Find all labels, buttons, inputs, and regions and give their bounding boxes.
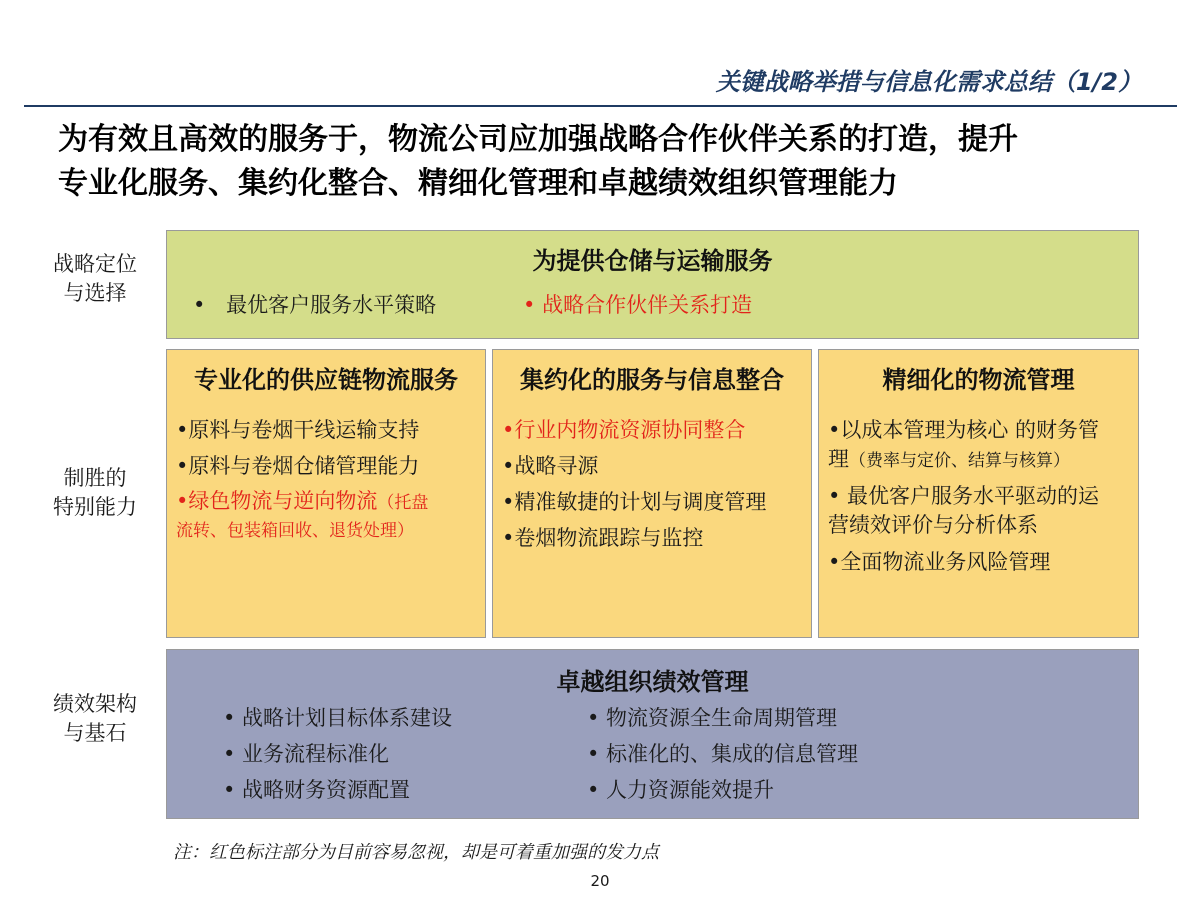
list-item: •精准敏捷的计划与调度管理	[502, 490, 767, 514]
list-item: •战略寻源	[502, 454, 599, 478]
list-item: • 战略财务资源配置	[223, 778, 411, 802]
list-item: • 最优客户服务水平驱动的运	[828, 484, 1100, 508]
capability-box-specialized	[166, 349, 486, 638]
list-item-continued: 营绩效评价与分析体系	[828, 513, 1038, 537]
list-item-highlight-note: 流转、包装箱回收、退货处理）	[176, 521, 414, 541]
row-label-strategy: 战略定位 与选择	[53, 252, 137, 305]
row-label-foundation: 绩效架构 与基石	[53, 692, 137, 745]
headline	[58, 118, 1158, 206]
row-label-capability: 制胜的 特别能力	[53, 466, 137, 519]
capability-box-refined	[818, 349, 1139, 638]
header-title: 关键战略举措与信息化需求总结（1/2）	[715, 68, 1142, 96]
list-item: •卷烟物流跟踪与监控	[502, 526, 704, 550]
header-divider	[24, 105, 1177, 107]
headline-line-2: 专业化服务、集约化整合、精细化管理和卓越绩效组织管理能力	[58, 166, 898, 201]
capability-item-list	[502, 412, 766, 556]
list-item-highlight: •行业内物流资源协同整合	[502, 418, 746, 442]
strategy-item: • 最优客户服务水平策略	[193, 293, 437, 317]
strategy-box-title: 为提供仓储与运输服务	[532, 247, 773, 275]
list-item-continued: 理（费率与定价、结算与核算）	[828, 447, 1070, 471]
list-item: •原料与卷烟仓储管理能力	[176, 454, 420, 478]
foundation-box	[166, 649, 1139, 819]
foundation-box-title: 卓越组织绩效管理	[556, 668, 749, 696]
headline-line-1: 为有效且高效的服务于，物流公司应加强战略合作伙伴关系的打造，提升	[58, 122, 1018, 157]
list-item: • 业务流程标准化	[223, 742, 390, 766]
capability-box-integration	[492, 349, 812, 638]
capability-box-title: 精细化的物流管理	[882, 366, 1075, 394]
strategy-item-highlight: • 战略合作伙伴关系打造	[523, 293, 753, 317]
capability-item-list	[176, 412, 428, 542]
foundation-right-list	[587, 700, 858, 808]
list-item-highlight: •绿色物流与逆向物流（托盘	[176, 489, 429, 513]
list-item: •原料与卷烟干线运输支持	[176, 418, 420, 442]
list-item: •全面物流业务风险管理	[828, 550, 1051, 574]
capability-box-title: 专业化的供应链物流服务	[194, 366, 458, 394]
list-item: •以成本管理为核心 的财务管	[828, 418, 1100, 442]
capability-box-title: 集约化的服务与信息整合	[520, 366, 784, 394]
list-item: • 标准化的、集成的信息管理	[587, 742, 859, 766]
list-item: • 战略计划目标体系建设	[223, 706, 453, 730]
page-number: 20	[590, 872, 610, 890]
footnote: 注：红色标注部分为目前容易忽视，却是可着重加强的发力点	[173, 842, 659, 863]
capability-item-list	[828, 416, 1128, 577]
list-item: • 人力资源能效提升	[587, 778, 775, 802]
foundation-left-list	[223, 700, 452, 808]
strategy-box	[166, 230, 1139, 339]
list-item: • 物流资源全生命周期管理	[587, 706, 838, 730]
